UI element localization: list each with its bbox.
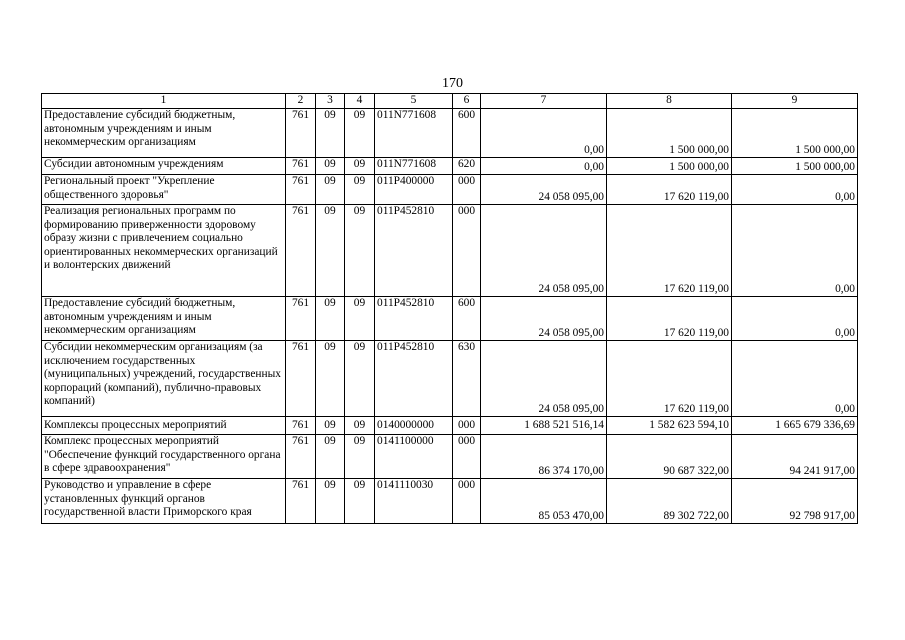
expense-type-code: 000 <box>453 435 481 479</box>
section-code: 09 <box>316 205 345 297</box>
column-header: 1 <box>42 94 286 109</box>
amount-year-1: 24 058 095,00 <box>481 297 607 341</box>
column-header: 7 <box>481 94 607 109</box>
subsection-code: 09 <box>345 158 375 175</box>
amount-year-3: 1 665 679 336,69 <box>732 417 858 435</box>
section-code: 09 <box>316 341 345 417</box>
row-name: Руководство и управление в сфере установленных функций органов государственной власти Приморского края <box>42 479 286 524</box>
subsection-code: 09 <box>345 109 375 158</box>
subsection-code: 09 <box>345 175 375 205</box>
table-row <box>42 109 858 158</box>
row-name: Реализация региональных программ по формированию приверженности здоровому образу жизни с привлечением социально ориентированных некоммерческих организаций и волонтерских движений <box>42 205 286 297</box>
amount-year-2: 17 620 119,00 <box>607 341 732 417</box>
subsection-code: 09 <box>345 417 375 435</box>
amount-year-3: 0,00 <box>732 297 858 341</box>
budget-table <box>41 93 858 524</box>
expense-type-code: 000 <box>453 417 481 435</box>
table-header-row <box>42 94 858 109</box>
section-code: 09 <box>316 109 345 158</box>
target-article-code: 011P452810 <box>375 341 453 417</box>
subsection-code: 09 <box>345 205 375 297</box>
amount-year-1: 86 374 170,00 <box>481 435 607 479</box>
amount-year-1: 0,00 <box>481 109 607 158</box>
table-row <box>42 435 858 479</box>
amount-year-3: 0,00 <box>732 205 858 297</box>
expense-type-code: 000 <box>453 479 481 524</box>
expense-type-code: 620 <box>453 158 481 175</box>
section-code: 09 <box>316 435 345 479</box>
subsection-code: 09 <box>345 341 375 417</box>
expense-type-code: 000 <box>453 175 481 205</box>
table-row <box>42 158 858 175</box>
amount-year-2: 17 620 119,00 <box>607 205 732 297</box>
column-header: 5 <box>375 94 453 109</box>
table-row <box>42 205 858 297</box>
column-header: 4 <box>345 94 375 109</box>
target-article-code: 0140000000 <box>375 417 453 435</box>
row-name: Комплекс процессных мероприятий "Обеспечение функций государственного органа в сфере здравоохранения" <box>42 435 286 479</box>
amount-year-2: 90 687 322,00 <box>607 435 732 479</box>
ministry-code: 761 <box>286 341 316 417</box>
amount-year-3: 94 241 917,00 <box>732 435 858 479</box>
row-name: Региональный проект "Укрепление общественного здоровья" <box>42 175 286 205</box>
amount-year-1: 85 053 470,00 <box>481 479 607 524</box>
section-code: 09 <box>316 297 345 341</box>
table-row <box>42 297 858 341</box>
section-code: 09 <box>316 417 345 435</box>
amount-year-1: 1 688 521 516,14 <box>481 417 607 435</box>
amount-year-2: 1 582 623 594,10 <box>607 417 732 435</box>
amount-year-2: 17 620 119,00 <box>607 175 732 205</box>
ministry-code: 761 <box>286 435 316 479</box>
expense-type-code: 630 <box>453 341 481 417</box>
amount-year-2: 89 302 722,00 <box>607 479 732 524</box>
section-code: 09 <box>316 479 345 524</box>
page-number: 170 <box>442 76 463 91</box>
ministry-code: 761 <box>286 205 316 297</box>
subsection-code: 09 <box>345 435 375 479</box>
amount-year-2: 1 500 000,00 <box>607 158 732 175</box>
ministry-code: 761 <box>286 158 316 175</box>
row-name: Субсидии некоммерческим организациям (за исключением государственных (муниципальных) учреждений, государственных корпораций (компаний), публично-правовых компаний) <box>42 341 286 417</box>
column-header: 2 <box>286 94 316 109</box>
target-article-code: 011N771608 <box>375 158 453 175</box>
subsection-code: 09 <box>345 479 375 524</box>
amount-year-3: 1 500 000,00 <box>732 109 858 158</box>
expense-type-code: 000 <box>453 205 481 297</box>
target-article-code: 0141110030 <box>375 479 453 524</box>
amount-year-1: 24 058 095,00 <box>481 341 607 417</box>
column-header: 8 <box>607 94 732 109</box>
row-name: Комплексы процессных мероприятий <box>42 417 286 435</box>
target-article-code: 011P400000 <box>375 175 453 205</box>
row-name: Предоставление субсидий бюджетным, автономным учреждениям и иным некоммерческим организациям <box>42 297 286 341</box>
row-name: Предоставление субсидий бюджетным, автономным учреждениям и иным некоммерческим организациям <box>42 109 286 158</box>
amount-year-1: 0,00 <box>481 158 607 175</box>
amount-year-1: 24 058 095,00 <box>481 205 607 297</box>
amount-year-2: 17 620 119,00 <box>607 297 732 341</box>
subsection-code: 09 <box>345 297 375 341</box>
ministry-code: 761 <box>286 297 316 341</box>
table-row <box>42 175 858 205</box>
section-code: 09 <box>316 158 345 175</box>
amount-year-3: 0,00 <box>732 341 858 417</box>
expense-type-code: 600 <box>453 109 481 158</box>
ministry-code: 761 <box>286 175 316 205</box>
amount-year-3: 0,00 <box>732 175 858 205</box>
table-row <box>42 341 858 417</box>
column-header: 3 <box>316 94 345 109</box>
target-article-code: 011P452810 <box>375 205 453 297</box>
table-row <box>42 417 858 435</box>
row-name: Субсидии автономным учреждениям <box>42 158 286 175</box>
amount-year-3: 92 798 917,00 <box>732 479 858 524</box>
target-article-code: 011P452810 <box>375 297 453 341</box>
expense-type-code: 600 <box>453 297 481 341</box>
ministry-code: 761 <box>286 417 316 435</box>
section-code: 09 <box>316 175 345 205</box>
target-article-code: 011N771608 <box>375 109 453 158</box>
amount-year-2: 1 500 000,00 <box>607 109 732 158</box>
amount-year-3: 1 500 000,00 <box>732 158 858 175</box>
table-row <box>42 479 858 524</box>
column-header: 6 <box>453 94 481 109</box>
amount-year-1: 24 058 095,00 <box>481 175 607 205</box>
ministry-code: 761 <box>286 109 316 158</box>
ministry-code: 761 <box>286 479 316 524</box>
target-article-code: 0141100000 <box>375 435 453 479</box>
column-header: 9 <box>732 94 858 109</box>
